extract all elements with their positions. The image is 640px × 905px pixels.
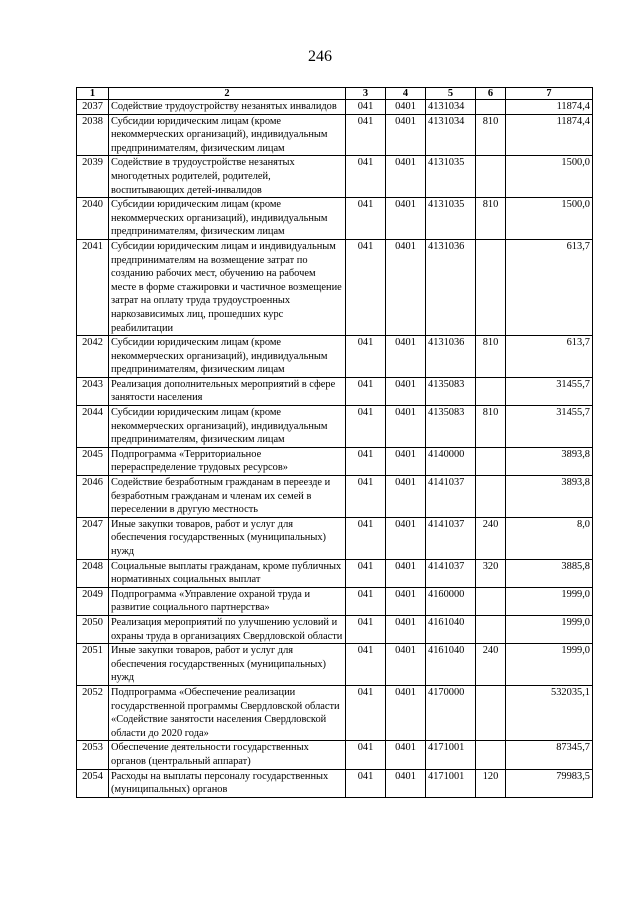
table-header-row <box>77 88 593 100</box>
row-section-code: 0401 <box>386 587 426 615</box>
row-section-code: 0401 <box>386 406 426 448</box>
budget-table <box>76 87 593 798</box>
row-section-code: 0401 <box>386 769 426 797</box>
row-target-article: 4161040 <box>426 644 476 686</box>
row-name: Реализация дополнительных мероприятий в сфере занятости населения <box>109 377 346 405</box>
row-target-article: 4141037 <box>426 559 476 587</box>
row-target-article: 4131034 <box>426 100 476 115</box>
row-expense-type: 810 <box>476 114 506 156</box>
row-name: Подпрограмма «Обеспечение реализации государственной программы Свердловской области «Содействие занятости населения Свердловской области до 2020 года» <box>109 685 346 740</box>
table-row <box>77 517 593 559</box>
row-section-code: 0401 <box>386 644 426 686</box>
row-ministry-code: 041 <box>346 476 386 518</box>
row-ministry-code: 041 <box>346 336 386 378</box>
row-target-article: 4131035 <box>426 198 476 240</box>
row-expense-type: 810 <box>476 198 506 240</box>
row-number: 2054 <box>77 769 109 797</box>
row-target-article: 4135083 <box>426 406 476 448</box>
row-expense-type: 320 <box>476 559 506 587</box>
row-section-code: 0401 <box>386 377 426 405</box>
row-section-code: 0401 <box>386 336 426 378</box>
row-amount: 31455,7 <box>506 406 593 448</box>
row-name: Обеспечение деятельности государственных органов (центральный аппарат) <box>109 741 346 769</box>
row-ministry-code: 041 <box>346 114 386 156</box>
row-ministry-code: 041 <box>346 198 386 240</box>
row-name: Подпрограмма «Управление охраной труда и развитие социального партнерства» <box>109 587 346 615</box>
row-amount: 532035,1 <box>506 685 593 740</box>
row-section-code: 0401 <box>386 447 426 475</box>
table-row <box>77 644 593 686</box>
row-amount: 613,7 <box>506 239 593 335</box>
row-number: 2043 <box>77 377 109 405</box>
table-row <box>77 476 593 518</box>
row-section-code: 0401 <box>386 615 426 643</box>
row-expense-type: 240 <box>476 517 506 559</box>
row-target-article: 4170000 <box>426 685 476 740</box>
row-target-article: 4141037 <box>426 517 476 559</box>
row-number: 2046 <box>77 476 109 518</box>
row-ministry-code: 041 <box>346 100 386 115</box>
row-amount: 1999,0 <box>506 615 593 643</box>
row-name: Подпрограмма «Территориальное перераспределение трудовых ресурсов» <box>109 447 346 475</box>
row-target-article: 4131036 <box>426 336 476 378</box>
row-amount: 31455,7 <box>506 377 593 405</box>
table-row <box>77 377 593 405</box>
row-expense-type: 810 <box>476 406 506 448</box>
table-row <box>77 615 593 643</box>
header-col-1: 1 <box>77 88 109 100</box>
row-amount: 1500,0 <box>506 198 593 240</box>
header-col-6: 6 <box>476 88 506 100</box>
row-target-article: 4131035 <box>426 156 476 198</box>
row-amount: 8,0 <box>506 517 593 559</box>
row-name: Субсидии юридическим лицам (кроме некоммерческих организаций), индивидуальным предпринимателям, физическим лицам <box>109 198 346 240</box>
row-target-article: 4140000 <box>426 447 476 475</box>
row-ministry-code: 041 <box>346 587 386 615</box>
row-target-article: 4131034 <box>426 114 476 156</box>
row-name: Субсидии юридическим лицам (кроме некоммерческих организаций), индивидуальным предпринимателям, физическим лицам <box>109 336 346 378</box>
row-expense-type: 120 <box>476 769 506 797</box>
row-ministry-code: 041 <box>346 377 386 405</box>
table-row <box>77 447 593 475</box>
row-amount: 1999,0 <box>506 644 593 686</box>
row-name: Содействие в трудоустройстве незанятых многодетных родителей, родителей, воспитывающих детей-инвалидов <box>109 156 346 198</box>
header-col-7: 7 <box>506 88 593 100</box>
row-number: 2037 <box>77 100 109 115</box>
table-row <box>77 114 593 156</box>
table-row <box>77 239 593 335</box>
row-expense-type <box>476 377 506 405</box>
row-ministry-code: 041 <box>346 239 386 335</box>
row-name: Субсидии юридическим лицам (кроме некоммерческих организаций), индивидуальным предпринимателям, физическим лицам <box>109 406 346 448</box>
row-amount: 613,7 <box>506 336 593 378</box>
row-expense-type <box>476 476 506 518</box>
header-col-5: 5 <box>426 88 476 100</box>
row-name: Иные закупки товаров, работ и услуг для обеспечения государственных (муниципальных) нужд <box>109 644 346 686</box>
row-amount: 1999,0 <box>506 587 593 615</box>
row-number: 2047 <box>77 517 109 559</box>
row-name: Субсидии юридическим лицам (кроме некоммерческих организаций), индивидуальным предпринимателям, физическим лицам <box>109 114 346 156</box>
row-amount: 3893,8 <box>506 447 593 475</box>
row-amount: 1500,0 <box>506 156 593 198</box>
row-ministry-code: 041 <box>346 406 386 448</box>
row-number: 2041 <box>77 239 109 335</box>
table-row <box>77 741 593 769</box>
row-expense-type <box>476 685 506 740</box>
row-expense-type: 240 <box>476 644 506 686</box>
row-number: 2039 <box>77 156 109 198</box>
table-row <box>77 406 593 448</box>
row-expense-type <box>476 447 506 475</box>
row-section-code: 0401 <box>386 114 426 156</box>
row-section-code: 0401 <box>386 741 426 769</box>
row-amount: 11874,4 <box>506 114 593 156</box>
table-row <box>77 156 593 198</box>
row-name: Иные закупки товаров, работ и услуг для обеспечения государственных (муниципальных) нужд <box>109 517 346 559</box>
row-expense-type <box>476 156 506 198</box>
row-target-article: 4161040 <box>426 615 476 643</box>
row-target-article: 4171001 <box>426 741 476 769</box>
row-expense-type <box>476 587 506 615</box>
row-section-code: 0401 <box>386 517 426 559</box>
row-number: 2051 <box>77 644 109 686</box>
row-expense-type <box>476 239 506 335</box>
row-name: Социальные выплаты гражданам, кроме публичных нормативных социальных выплат <box>109 559 346 587</box>
row-section-code: 0401 <box>386 559 426 587</box>
row-section-code: 0401 <box>386 156 426 198</box>
row-target-article: 4131036 <box>426 239 476 335</box>
row-target-article: 4141037 <box>426 476 476 518</box>
row-ministry-code: 041 <box>346 741 386 769</box>
row-number: 2050 <box>77 615 109 643</box>
row-number: 2052 <box>77 685 109 740</box>
table-row <box>77 769 593 797</box>
table-row <box>77 336 593 378</box>
row-name: Расходы на выплаты персоналу государственных (муниципальных) органов <box>109 769 346 797</box>
row-number: 2049 <box>77 587 109 615</box>
row-target-article: 4171001 <box>426 769 476 797</box>
table-row <box>77 198 593 240</box>
row-section-code: 0401 <box>386 100 426 115</box>
row-amount: 11874,4 <box>506 100 593 115</box>
table-body <box>77 100 593 798</box>
row-expense-type <box>476 741 506 769</box>
row-amount: 3885,8 <box>506 559 593 587</box>
row-amount: 3893,8 <box>506 476 593 518</box>
row-name: Реализация мероприятий по улучшению условий и охраны труда в организациях Свердловской области <box>109 615 346 643</box>
row-number: 2038 <box>77 114 109 156</box>
row-expense-type <box>476 615 506 643</box>
row-ministry-code: 041 <box>346 447 386 475</box>
table-row <box>77 100 593 115</box>
row-amount: 87345,7 <box>506 741 593 769</box>
row-expense-type: 810 <box>476 336 506 378</box>
row-ministry-code: 041 <box>346 559 386 587</box>
row-ministry-code: 041 <box>346 517 386 559</box>
row-section-code: 0401 <box>386 198 426 240</box>
table-row <box>77 685 593 740</box>
row-number: 2053 <box>77 741 109 769</box>
row-amount: 79983,5 <box>506 769 593 797</box>
row-ministry-code: 041 <box>346 615 386 643</box>
table-row <box>77 587 593 615</box>
row-ministry-code: 041 <box>346 685 386 740</box>
row-ministry-code: 041 <box>346 644 386 686</box>
row-target-article: 4160000 <box>426 587 476 615</box>
row-expense-type <box>476 100 506 115</box>
row-number: 2048 <box>77 559 109 587</box>
page-number: 246 <box>308 48 332 65</box>
row-section-code: 0401 <box>386 476 426 518</box>
header-col-3: 3 <box>346 88 386 100</box>
row-name: Содействие трудоустройству незанятых инвалидов <box>109 100 346 115</box>
table-row <box>77 559 593 587</box>
row-ministry-code: 041 <box>346 156 386 198</box>
row-name: Содействие безработным гражданам в переезде и безработным гражданам и членам их семей в переселении в другую местность <box>109 476 346 518</box>
row-number: 2042 <box>77 336 109 378</box>
row-number: 2045 <box>77 447 109 475</box>
header-col-2: 2 <box>109 88 346 100</box>
row-section-code: 0401 <box>386 239 426 335</box>
row-number: 2044 <box>77 406 109 448</box>
row-section-code: 0401 <box>386 685 426 740</box>
row-ministry-code: 041 <box>346 769 386 797</box>
row-name: Субсидии юридическим лицам и индивидуальным предпринимателям на возмещение затрат по созданию рабочих мест, обучению на рабочем месте в форме стажировки и частичное возмещение затрат на оплату труда трудоустроенных наркозависимых лиц, прошедших курс реабилитации <box>109 239 346 335</box>
row-number: 2040 <box>77 198 109 240</box>
row-target-article: 4135083 <box>426 377 476 405</box>
header-col-4: 4 <box>386 88 426 100</box>
